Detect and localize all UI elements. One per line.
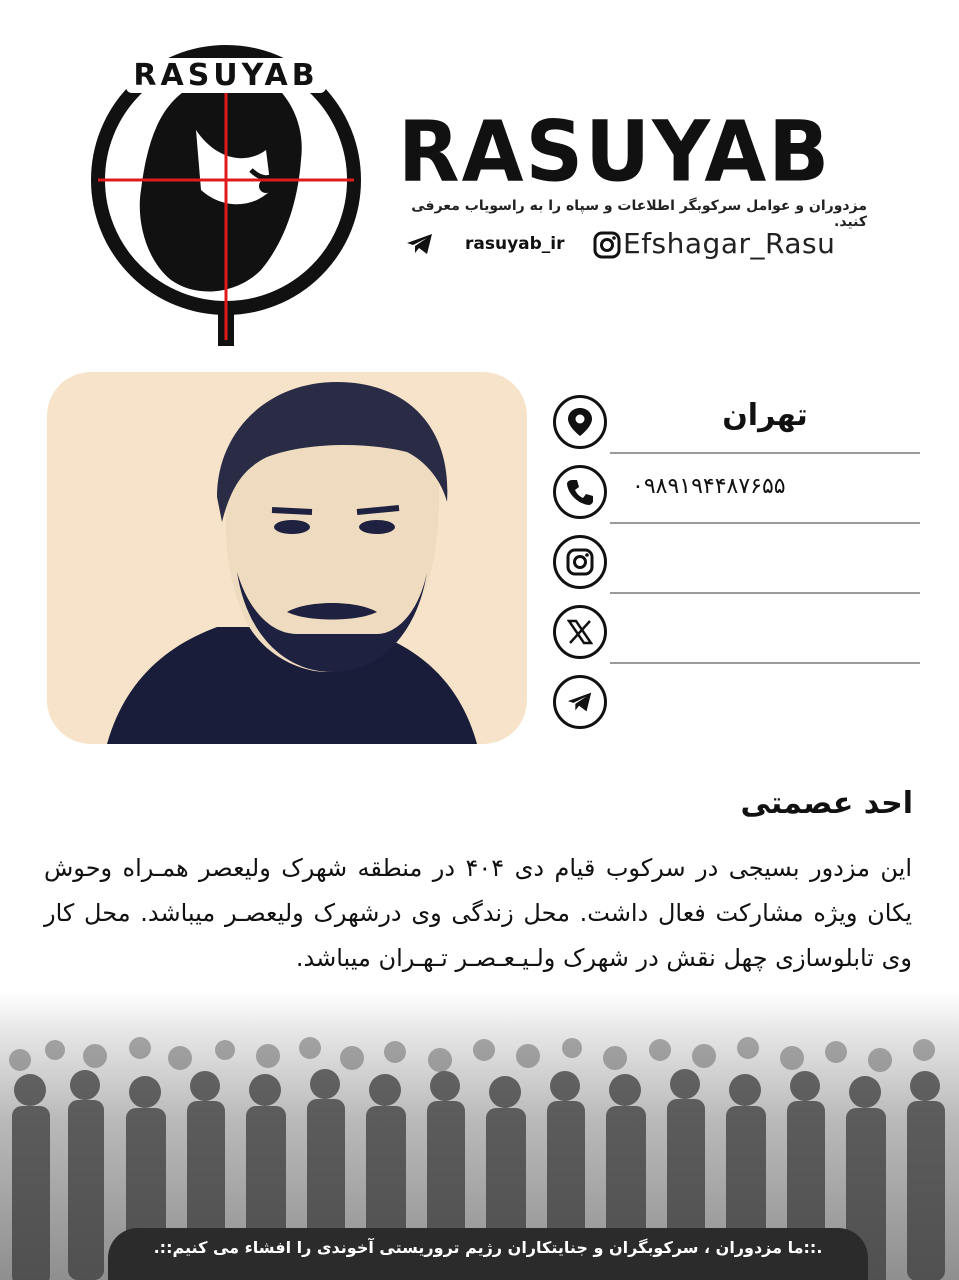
person-bio: این مزدور بسیجی در سرکوب قیام دی ۴۰۴ در منطقه شهرک ولیعصر همـراه وحوش یکان ویژه مشارکت فعال داشت. محل زندگی وی درشهرک ولیعصـر میباشد. محل کار وی تابلوسازی چهل نقش در شهرک ولـیـعـصـر تـهـران میباشد.: [44, 854, 913, 972]
person-name: احد عصمتی: [740, 786, 913, 821]
telegram-handle[interactable]: rasuyab_ir: [465, 234, 565, 254]
rasuyab-logo: [86, 40, 366, 350]
phone-icon: [553, 465, 607, 519]
brand-subtitle: مزدوران و عوامل سرکوبگر اطلاعات و سپاه را به راسویاب معرفی کنید.: [411, 198, 867, 230]
divider: [610, 452, 920, 454]
telegram-icon[interactable]: [405, 232, 435, 256]
divider: [610, 522, 920, 524]
city-value: تهران: [722, 398, 808, 433]
instagram-handle[interactable]: Efshagar_Rasu: [623, 227, 836, 260]
instagram-icon: [553, 535, 607, 589]
x-icon: [553, 605, 607, 659]
footer-banner: [108, 1228, 868, 1280]
instagram-icon[interactable]: [593, 231, 621, 259]
telegram-icon: [553, 675, 607, 729]
location-icon: [553, 395, 607, 449]
divider: [610, 662, 920, 664]
footer-slogan: .::ما مزدوران ، سرکوبگران و جنایتکاران رژیم تروریستی آخوندی را افشاء می کنیم::.: [153, 1238, 823, 1257]
divider: [610, 592, 920, 594]
brand-title: RASUYAB: [398, 102, 832, 201]
phone-number[interactable]: ۰۹۸۹۱۹۴۴۸۷۶۵۵: [632, 474, 786, 499]
person-photo: [47, 372, 527, 744]
logo-wordmark: RASUYAB: [126, 58, 326, 93]
social-handles: [405, 226, 855, 262]
